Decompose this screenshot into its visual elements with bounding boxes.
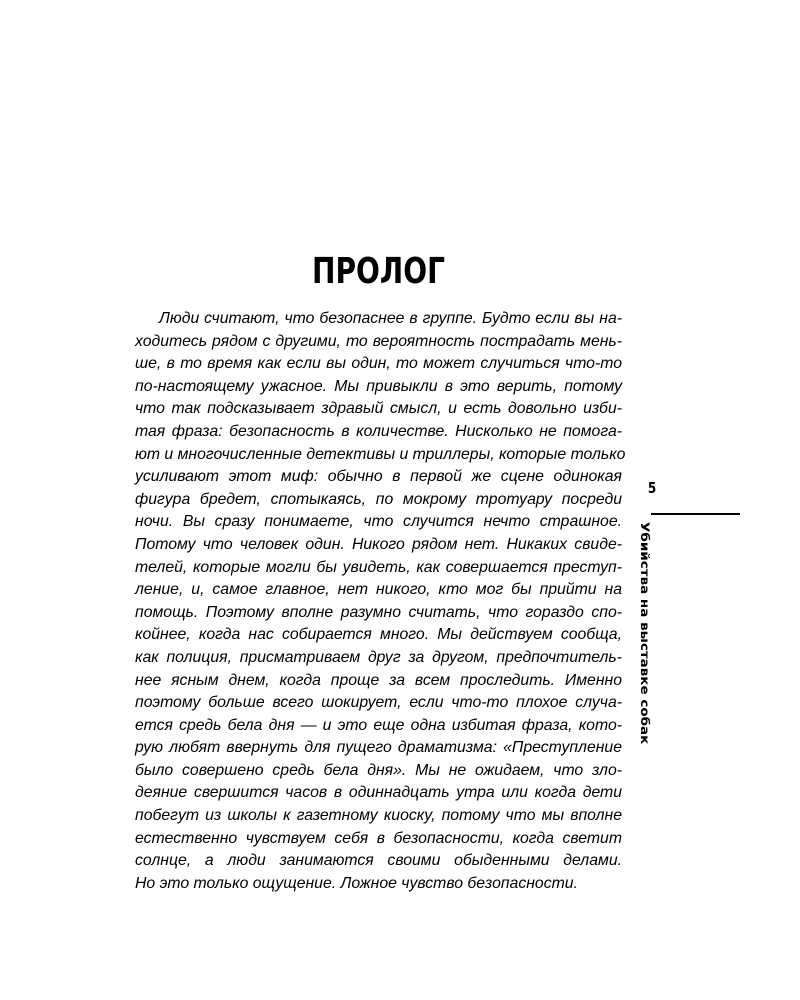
text-line: солнце, а люди занимаются своими обыденными делами. — [135, 852, 622, 870]
text-line: как полиция, присматриваем друг за другом, предпочтитель- — [135, 648, 622, 666]
text-line: Но это только ощущение. Ложное чувство безопасности. — [135, 874, 578, 892]
text-line: тая фраза: безопасность в количестве. Нисколько не помога- — [135, 422, 622, 440]
text-line: Люди считают, что безопаснее в группе. Будто если вы на- — [159, 310, 622, 327]
page-number: 5 — [647, 479, 657, 497]
text-line: фигура бредет, спотыкаясь, по мокрому тротуару посреди — [135, 490, 622, 508]
text-line: ют и многочисленные детективы и триллеры, которые только — [135, 445, 626, 463]
text-line: помощь. Поэтому вполне разумно считать, что гораздо спо- — [135, 603, 622, 621]
prologue-paragraph — [135, 308, 626, 895]
text-line: ше, в то время как если вы один, то может случиться что-то — [135, 355, 622, 373]
text-line: ходитесь рядом с другими, то вероятность пострадать мень- — [135, 332, 622, 350]
text-line: ление, и, самое главное, нет никого, кто мог бы прийти на — [135, 581, 622, 599]
text-line: естественно чувствуем себя в безопасности, когда светит — [135, 829, 622, 847]
text-line: деяние свершится часов в одиннадцать утра или когда дети — [135, 784, 622, 802]
text-line: побегут из школы к газетному киоску, потому что мы вполне — [135, 807, 622, 825]
text-line: ночи. Вы сразу понимаете, что случится нечто страшное. — [135, 513, 622, 531]
text-line: рую любят ввернуть для пущего драматизма: «Преступление — [135, 739, 622, 757]
text-line: койнее, когда нас собирается много. Мы действуем сообща, — [135, 626, 622, 644]
chapter-title: ПРОЛОГ — [311, 251, 446, 292]
margin-divider — [651, 513, 740, 515]
text-line: по-настоящему ужасное. Мы привыкли в это верить, потому — [135, 377, 622, 395]
text-line: было совершено средь бела дня». Мы не ожидаем, что зло- — [135, 761, 622, 779]
text-line: поэтому больше всего шокирует, если что-то плохое случа- — [135, 694, 622, 712]
running-title-text: Убийства на выставке собак — [637, 522, 651, 745]
text-line: нее ясным днем, когда проще за всем проследить. Именно — [135, 671, 622, 689]
text-line: Потому что человек один. Никого рядом нет. Никаких свиде- — [135, 535, 622, 553]
text-line: усиливают этот миф: обычно в первой же сцене одинокая — [135, 468, 622, 486]
text-line: что так подсказывает здравый смысл, и есть довольно изби- — [135, 400, 622, 418]
text-line: телей, которые могли бы увидеть, как совершается преступ- — [135, 558, 622, 576]
text-line: ется средь бела дня — и это еще одна избитая фраза, кото- — [135, 716, 622, 734]
